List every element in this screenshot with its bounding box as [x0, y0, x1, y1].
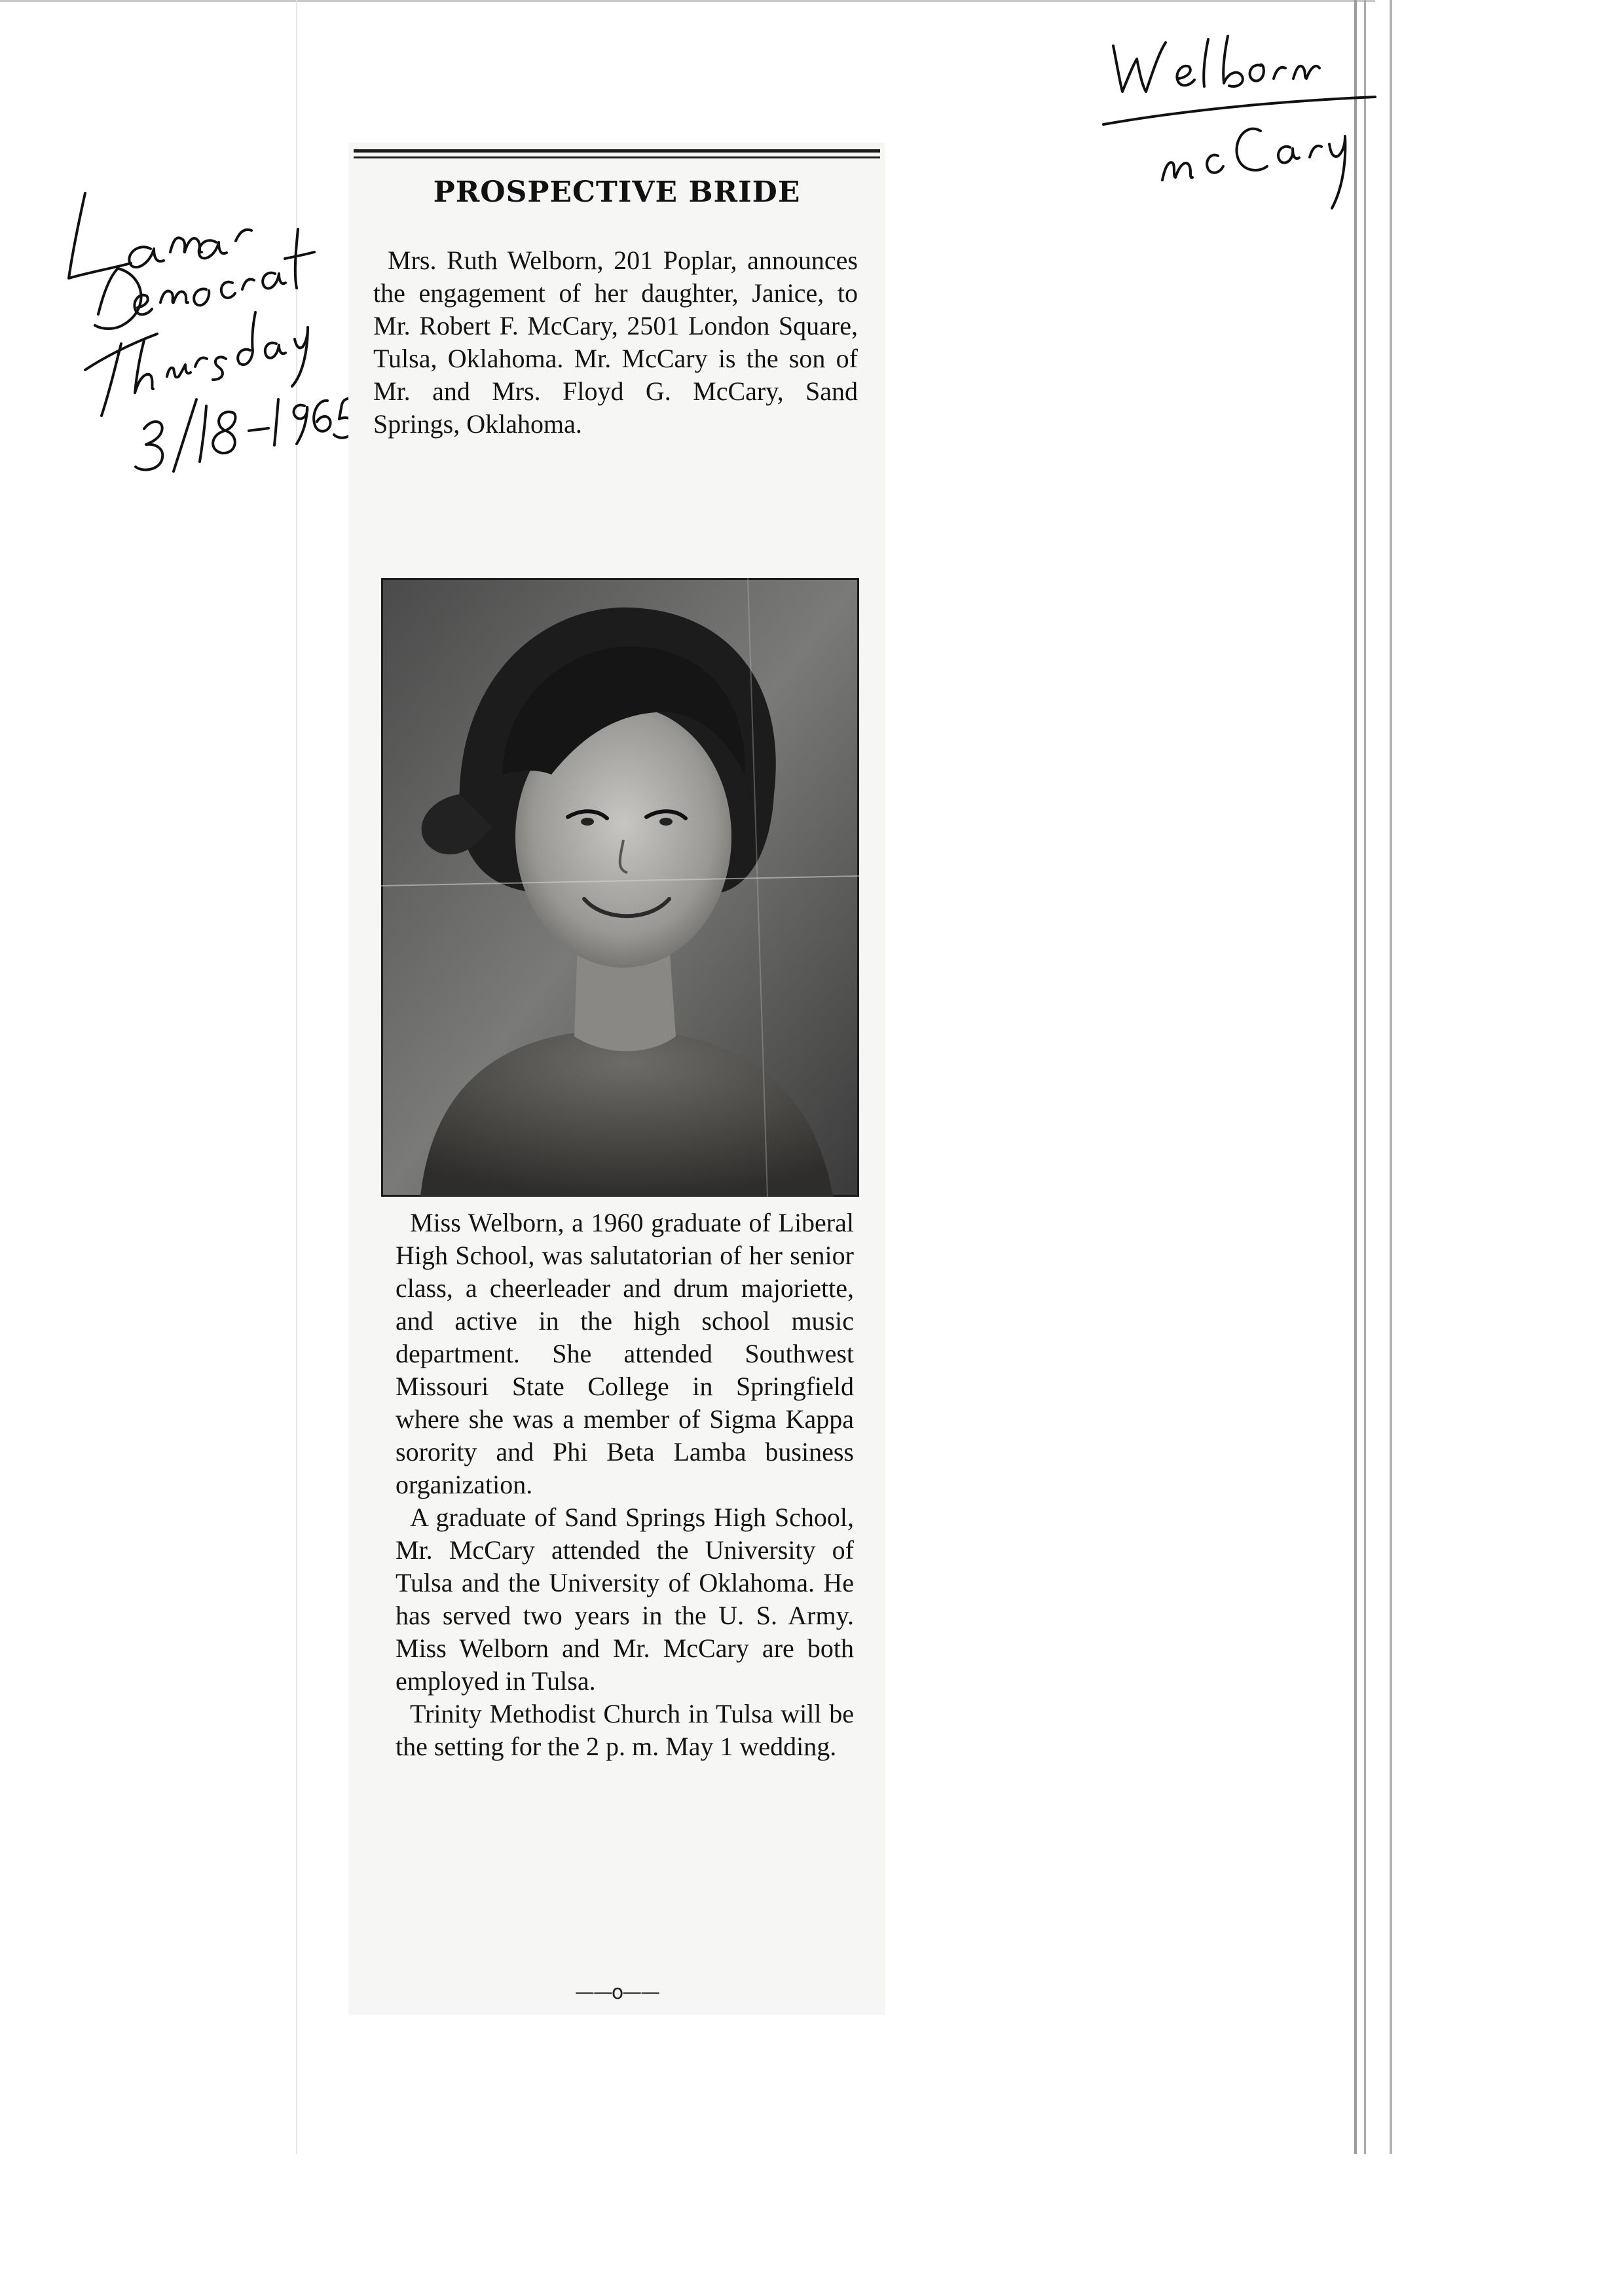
page-edge-line	[1364, 0, 1366, 2154]
scanner-top-edge	[0, 0, 1375, 2]
headline-rule	[354, 156, 880, 158]
page-edge-line	[1390, 0, 1392, 2154]
paragraph: A graduate of Sand Springs High School, Mr. McCary attended the University of Tulsa and the University of Oklahoma. He has served two years in the U. S. Army. Miss Welborn and Mr. McCary are both employed in Tulsa.	[396, 1503, 854, 1696]
paragraph: Miss Welborn, a 1960 graduate of Liberal High School, was salutatorian of her senior class, a cheerleader and drum majoriette, and active in the high school music department. She attended Southwest Missouri State College in Springfield where she was a member of Sigma Kappa sorority and Phi Beta Lamba business organization.	[396, 1208, 854, 1499]
headline-rule	[354, 149, 880, 153]
announcement-details	[396, 1207, 854, 1763]
handwritten-source-note	[46, 118, 354, 484]
paragraph: Trinity Methodist Church in Tulsa will be the setting for the 2 p. m. May 1 wedding.	[396, 1699, 854, 1761]
page-edge-line	[1354, 0, 1357, 2154]
headline: PROSPECTIVE BRIDE	[433, 175, 801, 209]
newspaper-clipping	[348, 143, 885, 2015]
announcement-text	[373, 244, 858, 441]
portrait-photo-icon	[381, 578, 859, 1197]
end-mark: ——o——	[574, 1981, 659, 2004]
paragraph: Mrs. Ruth Welborn, 201 Poplar, announces the engagement of her daughter, Janice, to Mr. Robert F. McCary, 2501 London Square, Tulsa, Oklahoma. Mr. McCary is the son of Mr. and Mrs. Floyd G. McCary, Sand Springs, Oklahoma.	[373, 246, 858, 439]
handwritten-names-note	[1100, 13, 1408, 210]
